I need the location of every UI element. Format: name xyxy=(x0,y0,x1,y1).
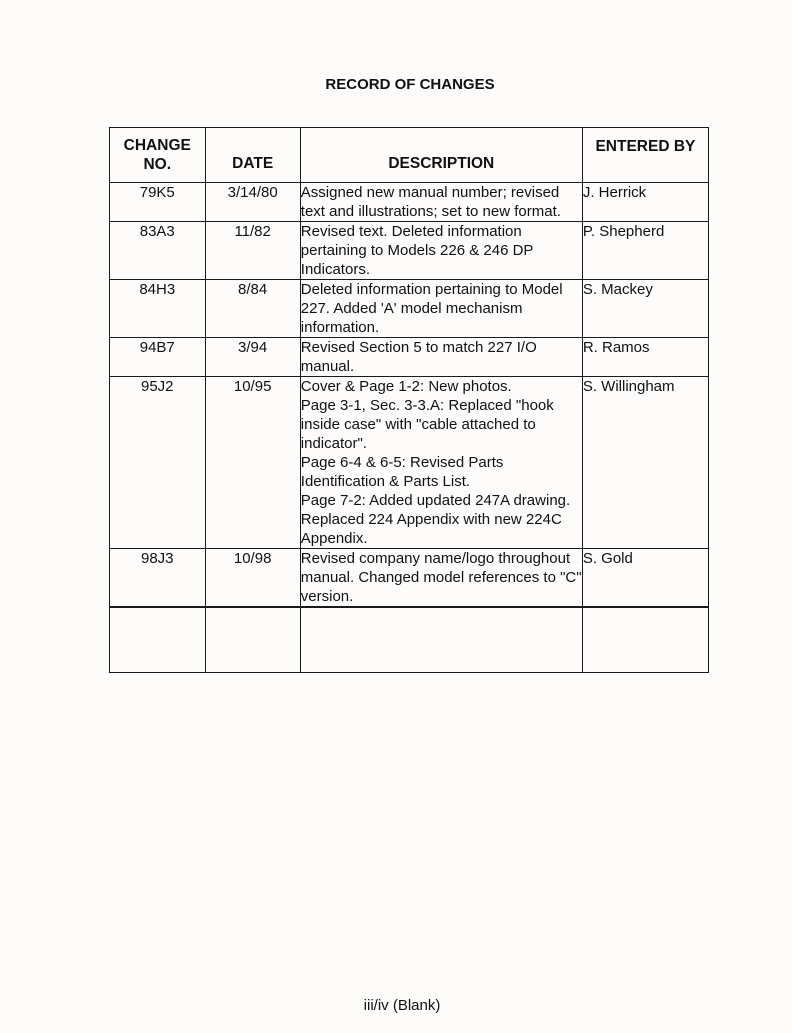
column-header-date: DATE xyxy=(205,128,300,183)
description-cell: Revised company name/logo throughout manual. Changed model references to "C" version. xyxy=(300,550,582,605)
column-header-description: DESCRIPTION xyxy=(300,128,582,183)
date-cell: 3/94 xyxy=(205,338,300,377)
date-cell: 8/84 xyxy=(205,280,300,338)
description-cell: Revised Section 5 to match 227 I/O manual. xyxy=(300,338,582,377)
description-cell: Assigned new manual number; revised text and illustrations; set to new format. xyxy=(300,183,582,222)
blank-cell xyxy=(582,607,708,673)
description-cell: Cover & Page 1-2: New photos. Page 3-1, Sec. 3-3.A: Replaced "hook inside case" with "cable attached to indicator". Page 6-4 & 6-5: Revised Parts Identification & Parts List. Page 7-2: Added updated 247A drawing. Replaced 224 Appendix with new 224C Appendix. xyxy=(300,377,582,549)
table-row xyxy=(110,222,709,280)
entered-by-cell: S. Mackey xyxy=(582,280,708,338)
change-no-cell: 94B7 xyxy=(110,338,206,377)
date-cell: 11/82 xyxy=(205,222,300,280)
column-header-change-no: CHANGE NO. xyxy=(110,128,206,183)
change-no-cell: 98J3 xyxy=(110,549,206,608)
column-header-entered-by: ENTERED BY xyxy=(582,128,708,183)
entered-by-cell: R. Ramos xyxy=(582,338,708,377)
table-row xyxy=(110,377,709,549)
table-header-row xyxy=(110,128,709,183)
page-title: RECORD OF CHANGES xyxy=(325,76,495,93)
entered-by-cell: J. Herrick xyxy=(582,183,708,222)
blank-table-row xyxy=(110,607,709,673)
entered-by-cell: P. Shepherd xyxy=(582,222,708,280)
blank-cell xyxy=(300,607,582,673)
page-footer: iii/iv (Blank) xyxy=(363,997,441,1014)
change-no-cell: 95J2 xyxy=(110,377,206,549)
change-no-cell: 83A3 xyxy=(110,222,206,280)
description-cell: Deleted information pertaining to Model 227. Added 'A' model mechanism information. xyxy=(300,280,582,338)
description-cell: Revised text. Deleted information pertaining to Models 226 & 246 DP Indicators. xyxy=(300,222,582,280)
change-no-cell: 84H3 xyxy=(110,280,206,338)
entered-by-cell: S. Willingham xyxy=(582,377,708,549)
table-row xyxy=(110,280,709,338)
change-no-cell: 79K5 xyxy=(110,183,206,222)
blank-cell xyxy=(110,607,206,673)
table-row xyxy=(110,183,709,222)
record-of-changes-table xyxy=(109,127,709,673)
table-row xyxy=(110,338,709,377)
table-row xyxy=(110,549,709,608)
blank-cell xyxy=(205,607,300,673)
date-cell: 10/95 xyxy=(205,377,300,549)
entered-by-cell: S. Gold xyxy=(582,549,708,608)
date-cell: 10/98 xyxy=(205,549,300,608)
date-cell: 3/14/80 xyxy=(205,183,300,222)
